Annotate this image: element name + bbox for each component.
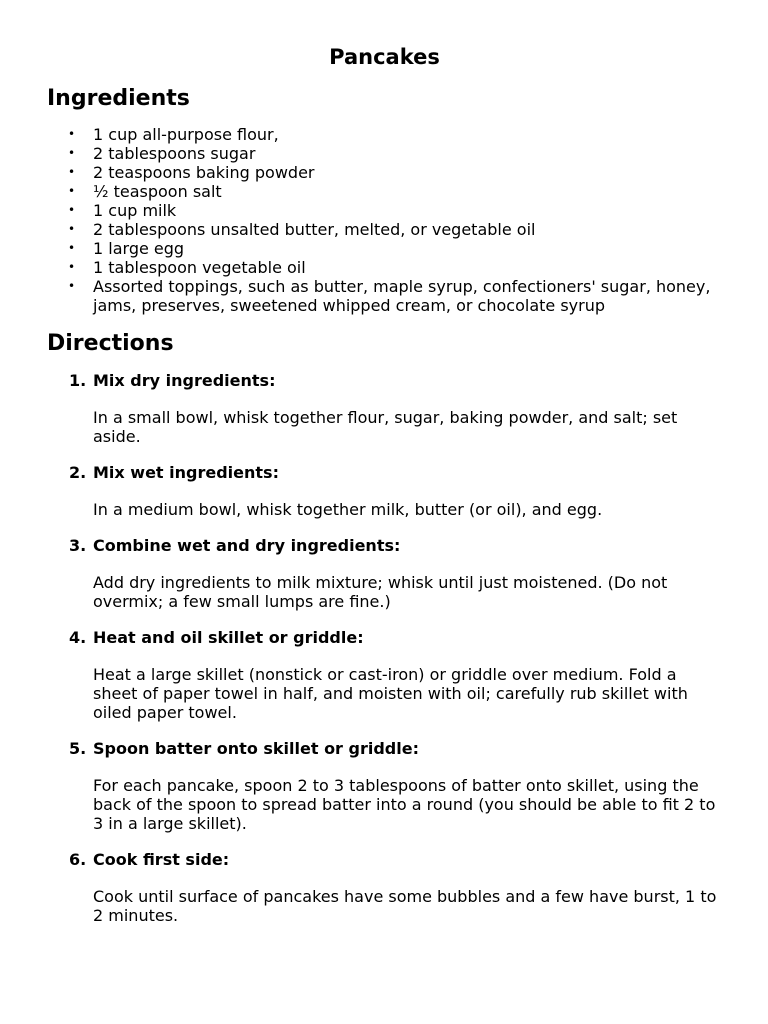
- ingredient-item: [68, 125, 722, 144]
- step-body: Heat a large skillet (nonstick or cast-iron) or griddle over medium. Fold a sheet of paper towel in half, and moisten with oil; carefully rub skillet with oiled paper towel.: [93, 665, 688, 722]
- page-title: Pancakes: [329, 45, 440, 69]
- ingredient-item: [68, 163, 722, 182]
- ingredient-text: ½ teaspoon salt: [93, 182, 222, 201]
- step-number: 1.: [69, 371, 87, 390]
- bullet-icon: •: [68, 146, 76, 160]
- step-number: 2.: [69, 463, 87, 482]
- step-title: Spoon batter onto skillet or griddle:: [93, 739, 419, 758]
- direction-step: [69, 850, 722, 925]
- step-number: 4.: [69, 628, 87, 647]
- step-title: Mix wet ingredients:: [93, 463, 279, 482]
- ingredient-text: Assorted toppings, such as butter, maple syrup, confectioners' sugar, honey, jams, preserves, sweetened whipped cream, or chocolate syrup: [93, 277, 711, 315]
- bullet-icon: •: [68, 241, 76, 255]
- directions-list: [47, 371, 722, 925]
- ingredient-text: 1 tablespoon vegetable oil: [93, 258, 306, 277]
- bullet-icon: •: [68, 184, 76, 198]
- bullet-icon: •: [68, 260, 76, 274]
- directions-heading: Directions: [47, 331, 174, 356]
- ingredient-text: 1 large egg: [93, 239, 185, 258]
- direction-step: [69, 463, 722, 519]
- ingredient-text: 2 teaspoons baking powder: [93, 163, 315, 182]
- bullet-icon: •: [68, 279, 76, 293]
- step-body: Add dry ingredients to milk mixture; whisk until just moistened. (Do not overmix; a few small lumps are fine.): [93, 573, 668, 611]
- direction-step: [69, 371, 722, 446]
- ingredient-item: [68, 220, 722, 239]
- direction-step: [69, 628, 722, 722]
- ingredient-text: 2 tablespoons sugar: [93, 144, 256, 163]
- bullet-icon: •: [68, 165, 76, 179]
- ingredient-item: [68, 182, 722, 201]
- direction-step: [69, 536, 722, 611]
- bullet-icon: •: [68, 222, 76, 236]
- step-body: For each pancake, spoon 2 to 3 tablespoons of batter onto skillet, using the back of the spoon to spread batter into a round (you should be able to fit 2 to 3 in a large skillet).: [93, 776, 716, 833]
- ingredient-text: 1 cup all-purpose flour,: [93, 125, 279, 144]
- step-title: Cook first side:: [93, 850, 230, 869]
- ingredient-item: [68, 277, 722, 315]
- step-title: Combine wet and dry ingredients:: [93, 536, 401, 555]
- step-body: In a medium bowl, whisk together milk, butter (or oil), and egg.: [93, 500, 603, 519]
- ingredient-item: [68, 144, 722, 163]
- bullet-icon: •: [68, 127, 76, 141]
- ingredient-item: [68, 258, 722, 277]
- step-title: Heat and oil skillet or griddle:: [93, 628, 364, 647]
- bullet-icon: •: [68, 203, 76, 217]
- ingredients-list: [47, 125, 722, 315]
- step-number: 6.: [69, 850, 87, 869]
- step-number: 5.: [69, 739, 87, 758]
- direction-step: [69, 739, 722, 833]
- step-title: Mix dry ingredients:: [93, 371, 276, 390]
- ingredient-text: 2 tablespoons unsalted butter, melted, or vegetable oil: [93, 220, 536, 239]
- ingredient-item: [68, 201, 722, 220]
- step-number: 3.: [69, 536, 87, 555]
- ingredients-heading: Ingredients: [47, 86, 190, 111]
- ingredient-item: [68, 239, 722, 258]
- step-body: In a small bowl, whisk together flour, sugar, baking powder, and salt; set aside.: [93, 408, 678, 446]
- ingredient-text: 1 cup milk: [93, 201, 177, 220]
- step-body: Cook until surface of pancakes have some bubbles and a few have burst, 1 to 2 minutes.: [93, 887, 717, 925]
